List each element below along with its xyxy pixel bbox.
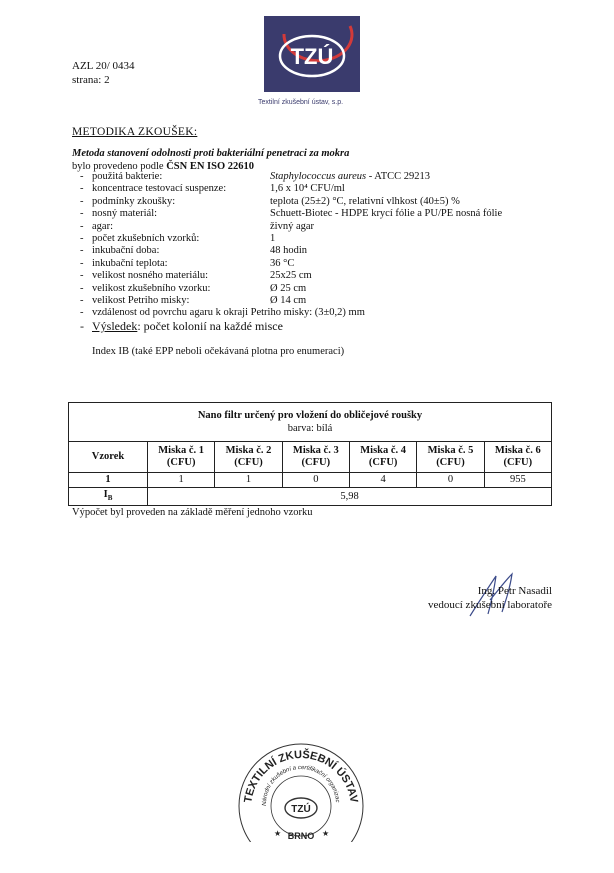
cell-value: 0	[417, 473, 484, 488]
header-dish-1: Miska č. 1 (CFU)	[148, 442, 215, 473]
logo-caption: Textilní zkušební ústav, s.p.	[258, 99, 344, 106]
distance-text: vzdálenost od povrchu agaru k okraji Petriho misky: (3±0,2) mm	[92, 307, 365, 319]
param-label: velikost zkušebního vzorku:	[92, 282, 211, 294]
ib-row	[69, 488, 552, 506]
svg-text:★: ★	[274, 829, 282, 838]
param-value: 36 °C	[270, 257, 295, 269]
param-label: nosný materiál:	[92, 208, 158, 220]
svg-text:Národní zkušební a certifikačn	[234, 740, 340, 806]
sample-id: 1	[69, 473, 148, 488]
param-value: Ø 14 cm	[270, 294, 307, 306]
section-title: METODIKA ZKOUŠEK:	[72, 126, 198, 138]
param-value: teplota (25±2) °C, relativní vlhkost (40±5) %	[270, 195, 460, 207]
cell-value: 955	[484, 473, 551, 488]
page-number: strana: 2	[72, 74, 110, 86]
header-dish-4: Miska č. 4 (CFU)	[349, 442, 416, 473]
table-header-row	[69, 442, 552, 473]
tzu-logo	[264, 16, 360, 92]
cell-value: 1	[215, 473, 282, 488]
header-dish-5: Miska č. 5 (CFU)	[417, 442, 484, 473]
param-value: 1,6 x 10⁴ CFU/ml	[270, 183, 345, 195]
signatory-role: vedoucí zkušební laboratoře	[427, 599, 552, 611]
svg-text:★: ★	[322, 829, 330, 838]
param-label: použitá bakterie:	[92, 171, 163, 182]
param-label: velikost Petriho misky:	[92, 294, 190, 306]
result-text: Výsledek: počet kolonií na každé misce	[92, 318, 283, 333]
index-description: Index IB (také EPP neboli očekávaná plotna pro enumeraci)	[92, 346, 345, 357]
table-title: Nano filtr určený pro vložení do obličejové roušky	[197, 410, 423, 421]
table-row	[69, 473, 552, 488]
results-table	[68, 402, 552, 506]
stamp-city: BRNO	[287, 831, 315, 841]
document-reference	[72, 59, 135, 87]
table-caption	[69, 403, 552, 442]
ib-value: 5,98	[148, 488, 552, 506]
param-label: inkubační doba:	[92, 245, 160, 257]
param-value: 25x25 cm	[270, 270, 312, 282]
param-label: počet zkušebních vzorků:	[92, 232, 200, 244]
param-label: podmínky zkoušky:	[92, 195, 176, 207]
param-label: agar:	[92, 220, 113, 232]
param-value: živný agar	[270, 220, 315, 232]
param-value: Ø 25 cm	[270, 282, 307, 294]
stamp-inner-text: Národní zkušební a certifikační organizac	[261, 764, 340, 806]
ib-label: $I_B$	[69, 488, 148, 506]
header-sample: Vzorek	[69, 442, 148, 473]
standard-code: ČSN EN ISO 22610	[166, 161, 254, 172]
method-block	[72, 147, 349, 173]
param-value: 1	[270, 232, 276, 244]
header-dish-6: Miska č. 6 (CFU)	[484, 442, 551, 473]
signatory-name: Ing. Petr Nasadil	[477, 585, 552, 597]
param-value: Staphylococcus aureus - ATCC 29213	[270, 171, 431, 182]
param-value: Schuett-Biotec - HDPE krycí fólie a PU/PE nosná fólie	[270, 208, 503, 220]
table-subtitle: barva: bílá	[287, 423, 333, 434]
header-dish-2: Miska č. 2 (CFU)	[215, 442, 282, 473]
cell-value: 0	[282, 473, 349, 488]
param-label: koncentrace testovací suspenze:	[92, 183, 227, 195]
param-value: 48 hodin	[270, 245, 308, 257]
logo-text: TZÚ	[290, 44, 334, 69]
official-stamp	[234, 740, 368, 847]
cell-value: 1	[148, 473, 215, 488]
report-number: AZL 20/ 0434	[72, 60, 135, 72]
stamp-logo: TZÚ	[291, 804, 311, 815]
param-label: inkubační teplota:	[92, 257, 168, 269]
param-label: velikost nosného materiálu:	[92, 270, 209, 282]
signature-block	[412, 584, 552, 612]
standard-prefix: bylo provedeno podle	[72, 161, 167, 172]
cell-value: 4	[349, 473, 416, 488]
stamp-outer-text: TEXTILNÍ ZKUŠEBNÍ ÚSTAV	[242, 748, 360, 804]
method-title: Metoda stanovení odolnosti proti bakteriální penetraci za mokra	[72, 148, 350, 159]
calculation-note: Výpočet byl proveden na základě měření jednoho vzorku	[72, 507, 313, 518]
header-dish-3: Miska č. 3 (CFU)	[282, 442, 349, 473]
